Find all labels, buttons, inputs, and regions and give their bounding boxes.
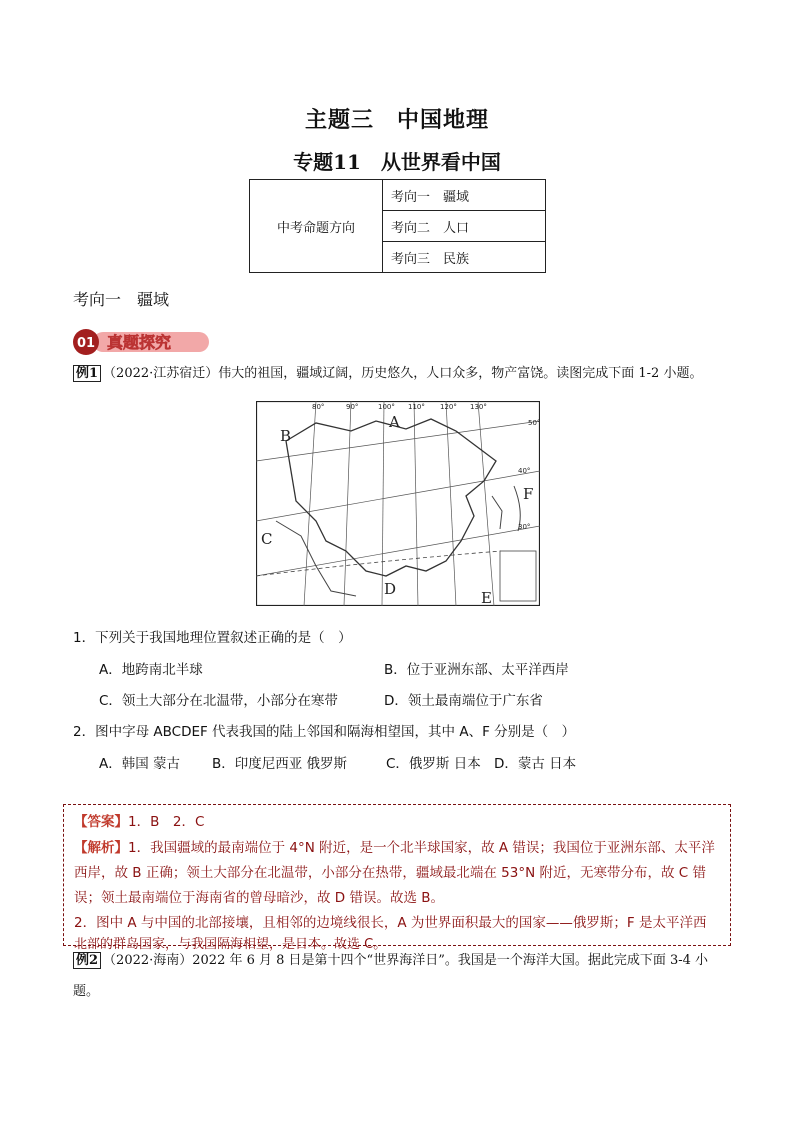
topic-title: 主题三 中国地理 [304,108,489,133]
example-2-line-1: （2022·海南）2022 年 6 月 8 日是第十四个“世界海洋日”。我国是一个海洋大国。据此完成下面 3-4 小 [103,953,709,968]
map-letter: E [481,589,492,606]
lon-label: 110° [408,403,425,411]
q1-option-b: B．位于亚洲东部、太平洋西岸 [384,662,569,678]
direction-label: 中考命题方向 [250,180,383,273]
banner-number: 01 [76,336,96,351]
analysis-line: 2．图中 A 与中国的北部接壤，且相邻的边境线很长，A 为世界面积最大的国家——俄罗斯；F 是太平洋西 [74,915,707,931]
lon-label: 130° [470,403,487,411]
map-letter: F [523,485,534,503]
example-1 [73,364,702,384]
lon-label: 100° [378,403,395,411]
example-2 [73,951,708,971]
direction-item: 考向一 疆域 [383,180,546,211]
q2-option-a: A．韩国 蒙古 [99,756,181,772]
china-map [256,401,540,606]
question-2-stem: 2．图中字母 ABCDEF 代表我国的陆上邻国和隔海相望国，其中 A、F 分别是（ ） [73,724,576,740]
analysis-line: 西岸，故 B 正确；领土大部分在北温带，小部分在热带，疆域最北端在 53°N 附近，无寒带分布，故 C 错 [74,865,706,881]
analysis-line: 误；领土最南端位于海南省的曾母暗沙，故 D 错误。故选 B。 [74,890,445,906]
example-tag: 例2 [73,952,101,969]
answer-label: 【答案】 [74,814,128,830]
lon-label: 120° [440,403,457,411]
chapter-title: 专题11 从世界看中国 [293,150,501,174]
section-heading: 考向一 疆域 [73,290,170,309]
q2-option-c: C．俄罗斯 日本 [386,756,481,772]
q2-option-b: B．印度尼西亚 俄罗斯 [212,756,348,772]
map-letter: A [389,413,400,431]
lat-label: 30° [518,523,531,531]
map-letter: B [280,427,292,445]
q1-option-a: A．地跨南北半球 [99,662,203,678]
lon-label: 80° [312,403,325,411]
q2-option-d: D．蒙古 日本 [494,756,577,772]
direction-item: 考向二 人口 [383,211,546,242]
analysis-label: 【解析】 [74,840,128,856]
zhenti-banner [73,329,211,355]
example-1-text: （2022·江苏宿迁）伟大的祖国，疆域辽阔，历史悠久，人口众多，物产富饶。读图完成下面 1-2 小题。 [103,366,703,381]
lon-label: 90° [346,403,359,411]
example-tag: 例1 [73,365,101,382]
map-letter: C [261,530,273,548]
direction-item: 考向三 民族 [383,242,546,273]
answer-value: 1．B 2．C [128,814,205,830]
lat-label: 40° [518,467,531,475]
analysis-line: 北部的群岛国家，与我国隔海相望，是日本。故选 C。 [74,937,387,952]
answer-box [63,804,731,952]
analysis-line: 1．我国疆域的最南端位于 4°N 附近，是一个北半球国家，故 A 错误；我国位于亚洲东部、太平洋 [128,840,715,856]
banner-text: 真题探究 [107,333,172,352]
lat-label: 50° [528,419,540,427]
example-2-line-2: 题。 [73,984,100,999]
q1-option-c: C．领土大部分在北温带，小部分在寒带 [99,693,338,709]
q1-option-d: D．领土最南端位于广东省 [384,693,543,709]
exam-direction-table [249,179,546,273]
map-letter: D [384,580,397,598]
question-1-stem: 1．下列关于我国地理位置叙述正确的是（ ） [73,630,352,646]
